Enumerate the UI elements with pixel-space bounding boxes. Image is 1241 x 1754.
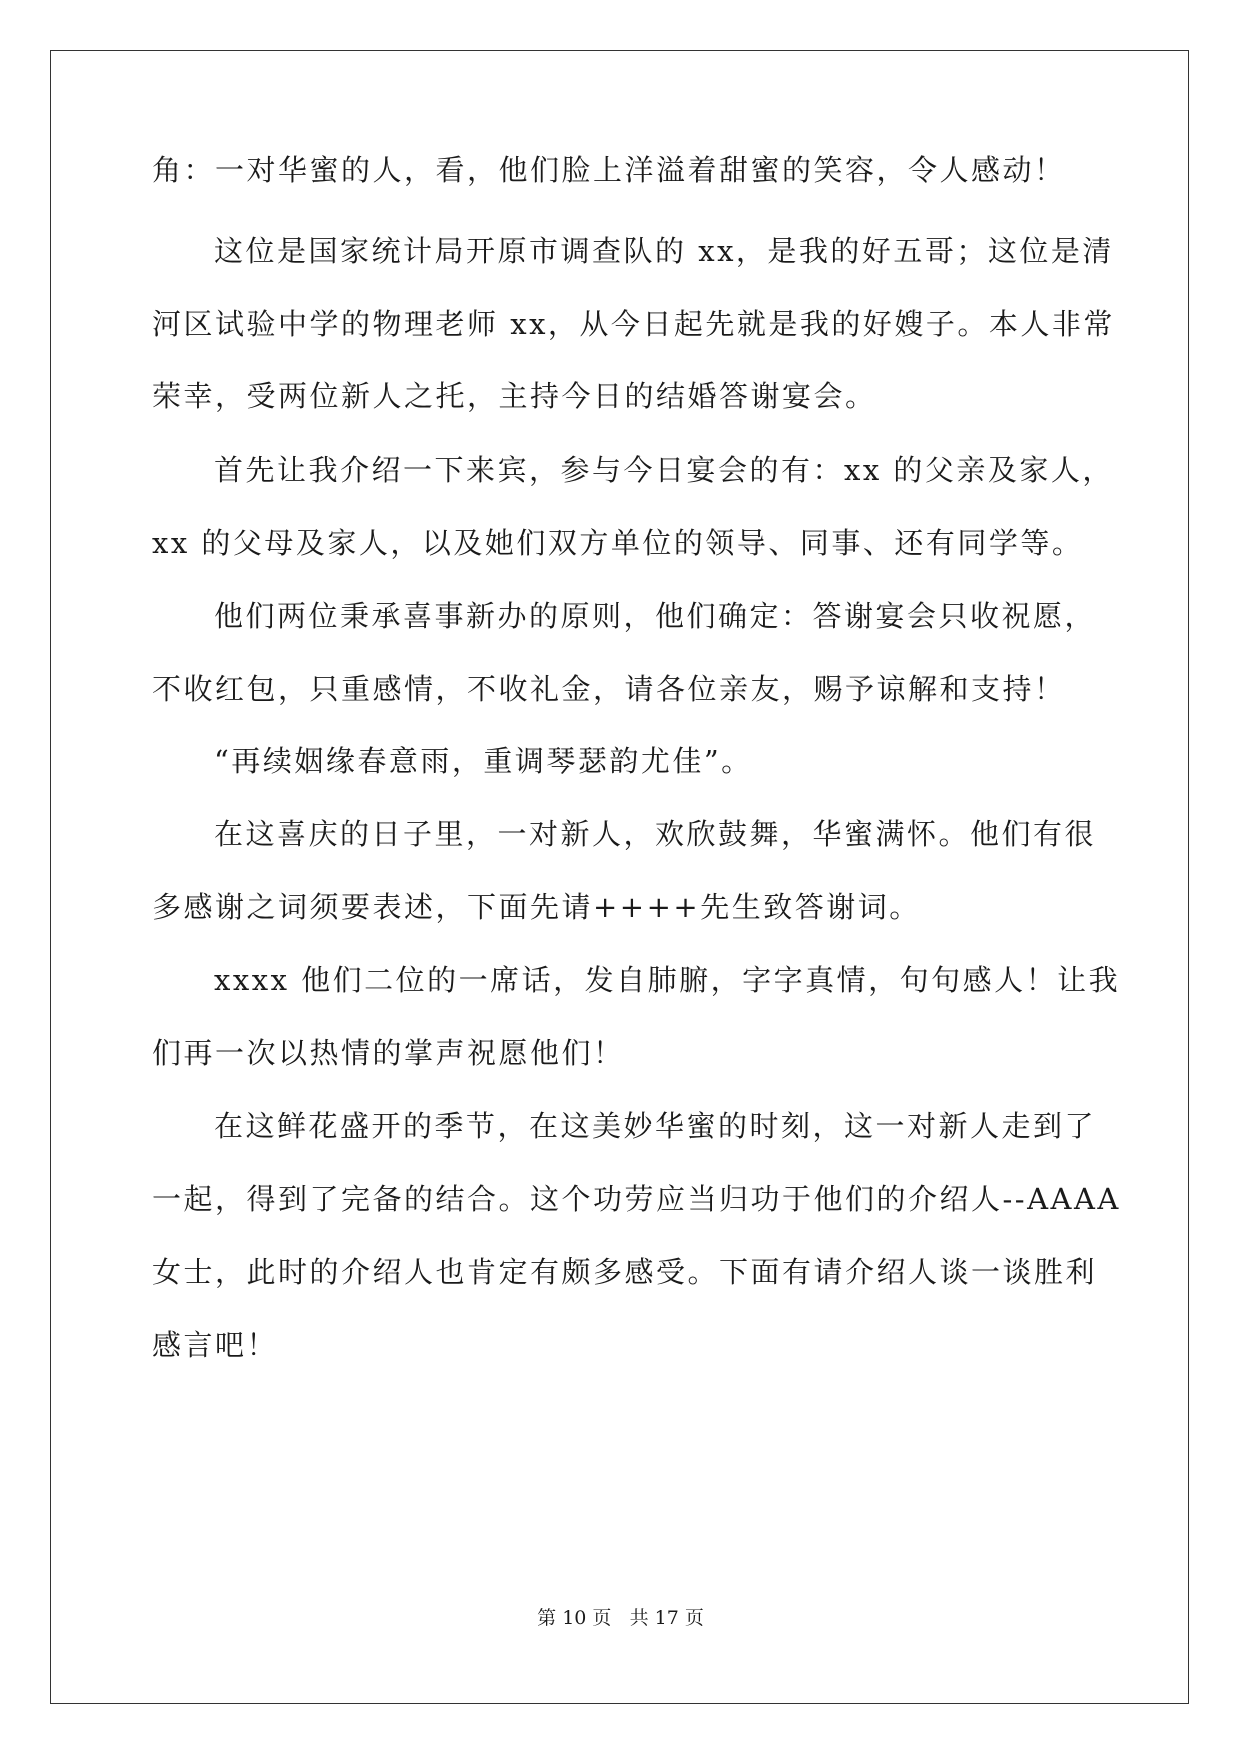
page-frame — [50, 50, 1189, 1704]
text-line: 这位是国家统计局开原市调查队的 xx，是我的好五哥；这位是清 — [214, 234, 1114, 268]
text-line: 一起，得到了完备的结合。这个功劳应当归功于他们的介绍人--AAAA — [152, 1182, 1121, 1216]
text-line: 感言吧！ — [152, 1328, 279, 1362]
text-line: 女士，此时的介绍人也肯定有颇多感受。下面有请介绍人谈一谈胜利 — [152, 1255, 1098, 1289]
text-line: 河区试验中学的物理老师 xx，从今日起先就是我的好嫂子。本人非常 — [152, 307, 1115, 341]
text-line: xx 的父母及家人，以及她们双方单位的领导、同事、还有同学等。 — [152, 526, 1084, 560]
page-footer — [0, 1606, 1241, 1630]
text-line: 荣幸，受两位新人之托，主持今日的结婚答谢宴会。 — [152, 379, 877, 413]
text-line: 不收红包，只重感情，不收礼金，请各位亲友，赐予谅解和支持！ — [152, 672, 1066, 706]
text-line: 在这喜庆的日子里，一对新人，欢欣鼓舞，华蜜满怀。他们有很 — [214, 817, 1097, 851]
page-number: 第 10 页 — [537, 1607, 612, 1629]
text-line: 首先让我介绍一下来宾，参与今日宴会的有：xx 的父亲及家人， — [214, 453, 1114, 487]
text-line: 角：一对华蜜的人，看，他们脸上洋溢着甜蜜的笑容，令人感动！ — [152, 153, 1066, 187]
text-line: xxxx 他们二位的一席话，发自肺腑，字字真情，句句感人！让我 — [214, 963, 1121, 997]
text-line: “再续姻缘春意雨，重调琴瑟韵尤佳”。 — [214, 744, 753, 778]
text-line: 们再一次以热情的掌声祝愿他们！ — [152, 1036, 625, 1070]
text-line: 多感谢之词须要表述，下面先请++++先生致答谢词。 — [152, 890, 921, 924]
text-line: 他们两位秉承喜事新办的原则，他们确定：答谢宴会只收祝愿， — [214, 599, 1097, 633]
page-total: 共 17 页 — [629, 1607, 704, 1629]
text-line: 在这鲜花盛开的季节，在这美妙华蜜的时刻，这一对新人走到了 — [214, 1109, 1097, 1143]
